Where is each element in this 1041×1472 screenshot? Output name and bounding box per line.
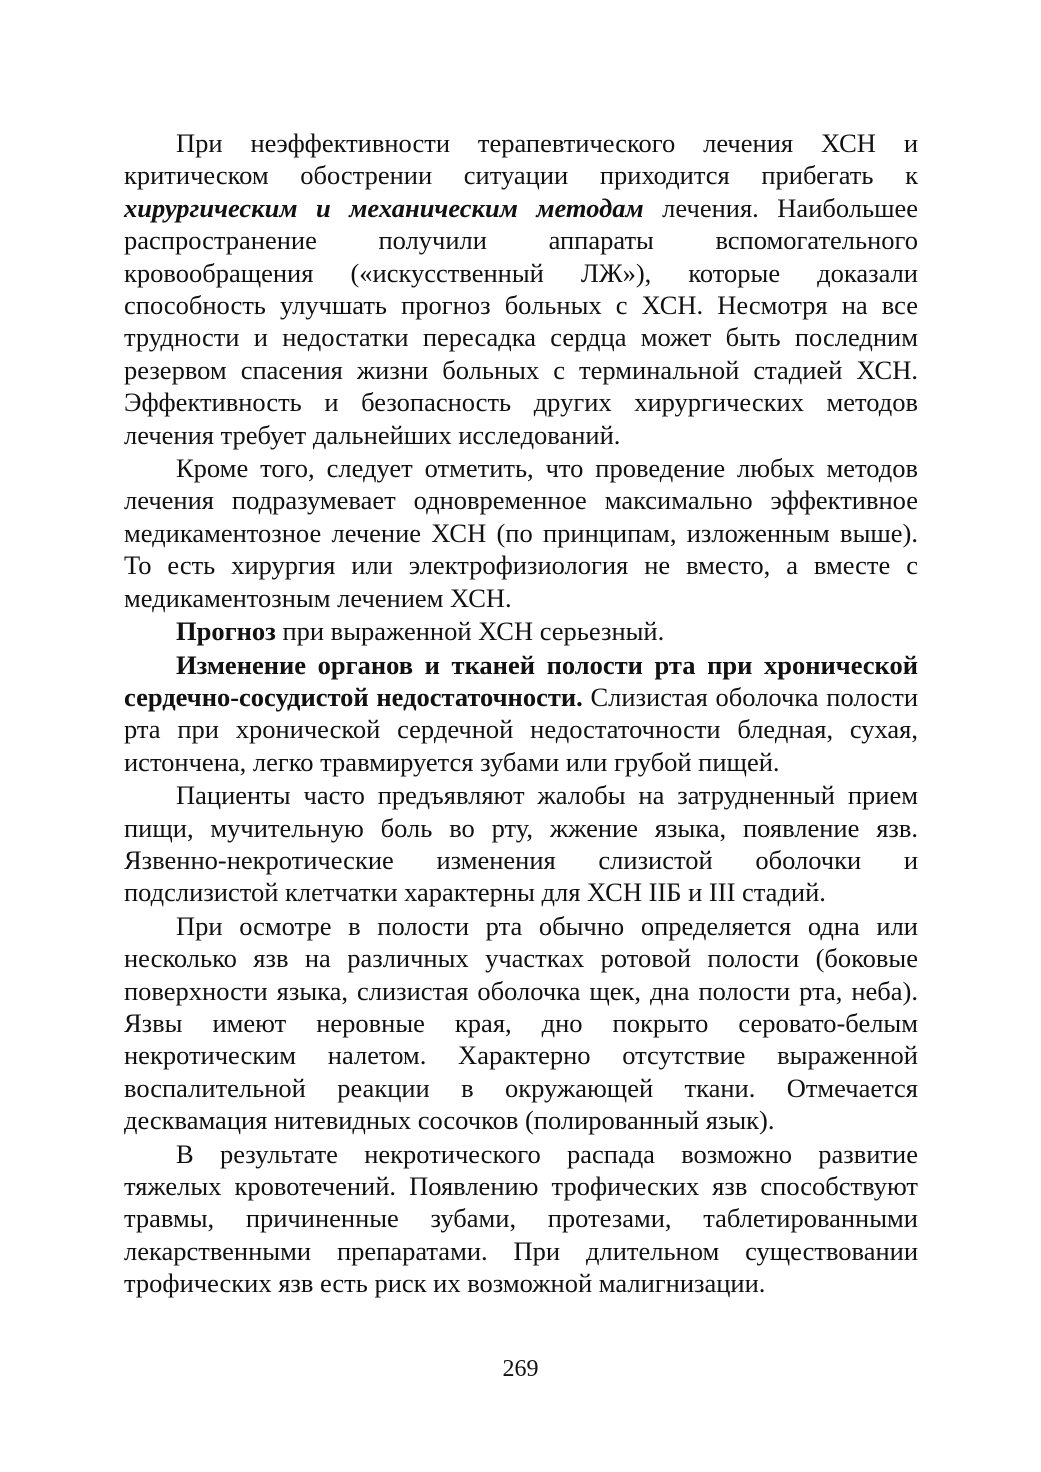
paragraph-text: Слизистая оболочка полости рта при хронической сердечной недостаточности бледная, сухая, истончена, легко травмируется зубами или грубой пищей. xyxy=(124,681,919,777)
paragraph-examination xyxy=(124,910,918,1137)
emphasis-surgical-methods: хирургическим и механическим методам xyxy=(124,192,644,223)
paragraph-oral-changes xyxy=(124,649,918,779)
paragraph-text: Пациенты часто предъявляют жалобы на затрудненный прием пищи, мучительную боль во рту, жжение языка, появление язв. Язвенно-некротические изменения слизистой оболочки и подслизистой клетчатки характерны для ХСН IIБ и III стадий. xyxy=(124,780,918,908)
paragraph-text: В результате некротического распада возможно развитие тяжелых кровотечений. Появлению трофических язв способствуют травмы, причиненные зубами, протезами, таблетированными лекарственными препаратами. При длительном существовании трофических язв есть риск их возможной малигнизации. xyxy=(124,1138,918,1299)
section-heading-oral-changes: Изменение органов и тканей полости рта при хронической сердечно-сосудистой недостаточности. xyxy=(124,649,918,712)
paragraph-surgical-methods xyxy=(124,127,918,451)
page-number: 269 xyxy=(502,1356,539,1382)
paragraph-complaints xyxy=(124,779,918,909)
paragraph-text: при выраженной ХСН серьезный. xyxy=(275,616,665,647)
paragraph-combined-treatment xyxy=(124,452,918,614)
paragraph-text: лечения. Наибольшее распространение получили аппараты вспомогательного кровообращения («искусственный ЛЖ»), которые доказали способность улучшать прогноз больных с ХСН. Несмотря на все трудности и недостатки пересадка сердца может быть последним резервом спасения жизни больных с терминальной стадией ХСН. Эффективность и безопасность других хирургических методов лечения требует дальнейших исследований. xyxy=(124,192,919,450)
paragraph-prognosis xyxy=(124,615,918,647)
paragraph-text: Кроме того, следует отметить, что проведение любых методов лечения подразумевает одновременное максимально эффективное медикаментозное лечение ХСН (по принципам, изложенным выше). То есть хирургия или электрофизиология не вместо, а вместе с медикаментозным лечением ХСН. xyxy=(124,453,918,613)
term-prognosis: Прогноз xyxy=(176,616,276,647)
paragraph-text: При неэффективности терапевтического лечения ХСН и критическом обострении ситуации приходится прибегать к xyxy=(124,128,918,191)
paragraph-text: При осмотре в полости рта обычно определяется одна или несколько язв на различных участках ротовой полости (боковые поверхности языка, слизистая оболочка щек, дна полости рта, неба). Язвы имеют неровные края, дно покрыто серовато-белым некротическим налетом. Характерно отсутствие выраженной воспалительной реакции в окружающей ткани. Отмечается десквамация нитевидных сосочков (полированный язык). xyxy=(124,910,918,1136)
page-body xyxy=(124,127,918,1300)
paragraph-complications xyxy=(124,1138,918,1300)
